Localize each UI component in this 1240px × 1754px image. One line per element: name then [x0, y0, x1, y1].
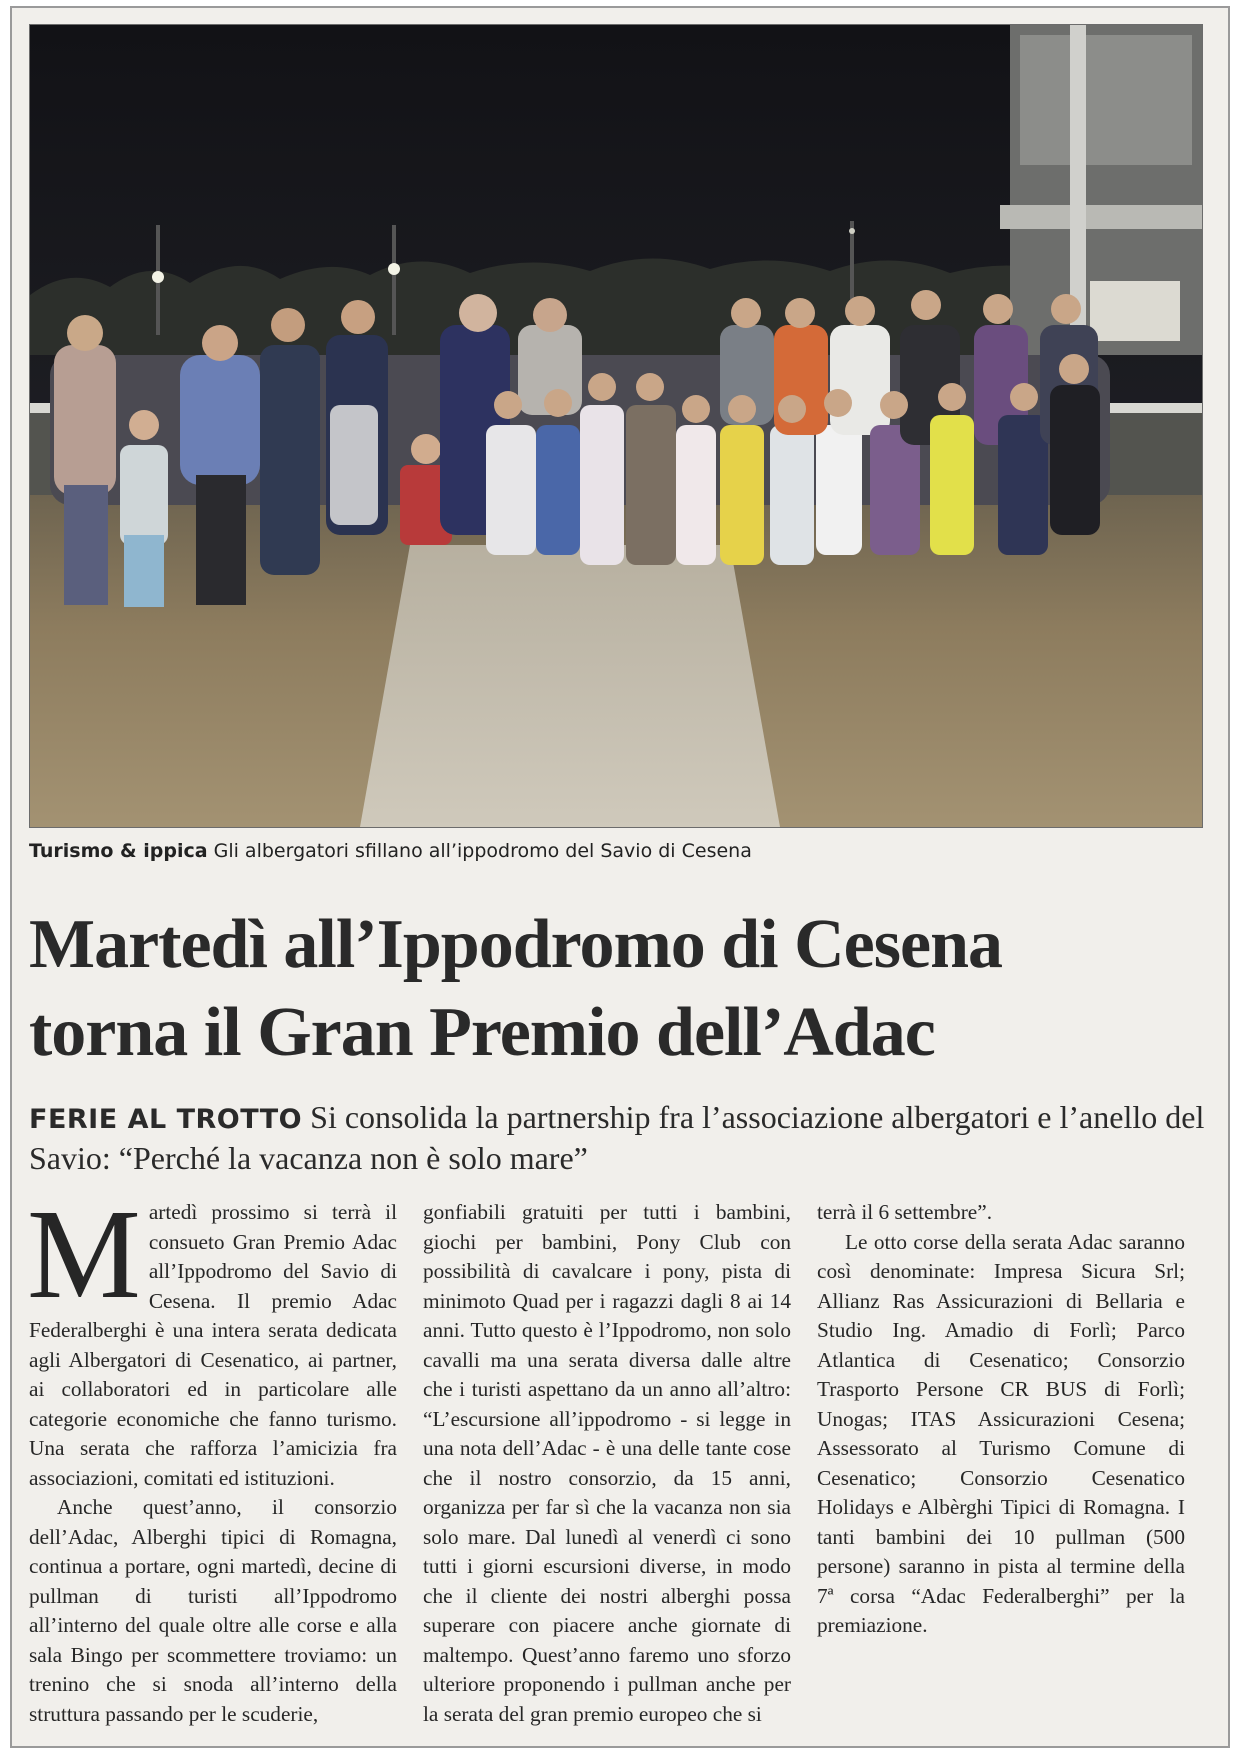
article-paragraph-2-end: terrà il 6 settembre”.	[817, 1200, 993, 1224]
photo-caption	[29, 840, 1201, 862]
paragraph-2-text: Anche quest’anno, il consorzio dell’Adac, Alberghi tipici di Romagna, continua a portare, ogni martedì, decine di pullman di turisti all’Ippodromo all’interno del quale oltre alle corse e alla sala Bingo per scommettere troviamo: un trenino che si snoda all’interno della struttura passando per le scuderie,	[29, 1495, 397, 1726]
group-photo	[29, 24, 1203, 828]
article-column-2	[423, 1198, 791, 1729]
newspaper-page	[10, 6, 1230, 1748]
headline-line-1: Martedì all’Ippodromo di Cesena	[29, 906, 1002, 983]
subheadline	[29, 1098, 1209, 1177]
caption-tag: Turismo & ippica	[29, 840, 208, 862]
paragraph-1-text: artedì prossimo si terrà il consueto Gran Premio Adac all’Ippodromo del Savio di Cesena. Il premio Adac Federalberghi è una intera serata dedicata agli Albergatori di Cesenatico, ai partner, ai collaboratori ed in particolare alle categorie economiche che fanno turismo. Una serata che rafforza l’amicizia fra associazioni, comitati ed istituzioni.	[29, 1200, 397, 1490]
article-column-1	[27, 1183, 397, 1729]
subhead-kicker: FERIE AL TROTTO	[29, 1104, 303, 1135]
paragraph-3-text: Le otto corse della serata Adac saranno così denominate: Impresa Sicura Srl; Allianz Ras Assicurazioni di Bellaria e Studio Ing. Amadio di Forlì; Parco Atlantica di Cesenatico; Consorzio Trasporto Persone CR BUS di Forlì; Unogas; ITAS Assicurazioni Cesena; Assessorato al Turismo Comune di Cesenatico; Consorzio Cesenatico Holidays e Albèrghi Tipici di Romagna. I tanti bambini dei 10 pullman (500 persone) saranno in pista al termine della 7ª corsa “Adac Federalberghi” per la premiazione.	[817, 1229, 1185, 1637]
drop-cap: M	[27, 1183, 141, 1325]
article-paragraph-2	[29, 1493, 397, 1729]
article-paragraph-1	[27, 1183, 397, 1493]
article-paragraph-2-continued: gonfiabili gratuiti per tutti i bambini, giochi per bambini, Pony Club con possibilità di cavalcare i pony, pista di minimoto Quad per i ragazzi dagli 8 ai 14 anni. Tutto questo è l’Ippodromo, non solo cavalli ma una serata diversa dalle altre che i turisti aspettano da un anno all’altro: “L’escursione all’ippodromo - si legge in una nota dell’Adac - è una delle tante cose che il nostro consorzio, da 15 anni, organizza per far sì che la vacanza non sia solo mare. Dal lunedì al venerdì ci sono tutti i giorni escursioni diverse, in modo che il cliente dei nostri alberghi possa superare con piacere anche giornate di maltempo. Quest’anno faremo uno sforzo ulteriore proponendo i pullman anche per la serata del gran premio europeo che si	[423, 1200, 791, 1726]
headline	[29, 901, 1209, 1077]
caption-text: Gli albergatori sfillano all’ippodromo del Savio di Cesena	[213, 840, 752, 862]
headline-line-2: torna il Gran Premio dell’Adac	[29, 994, 935, 1071]
article-paragraph-3	[817, 1228, 1185, 1641]
subhead-text: Si consolida la partnership fra l’associazione albergatori e l’anello del Savio: “Perché la vacanza non è solo mare”	[29, 1099, 1205, 1176]
article-column-3	[817, 1198, 1185, 1641]
